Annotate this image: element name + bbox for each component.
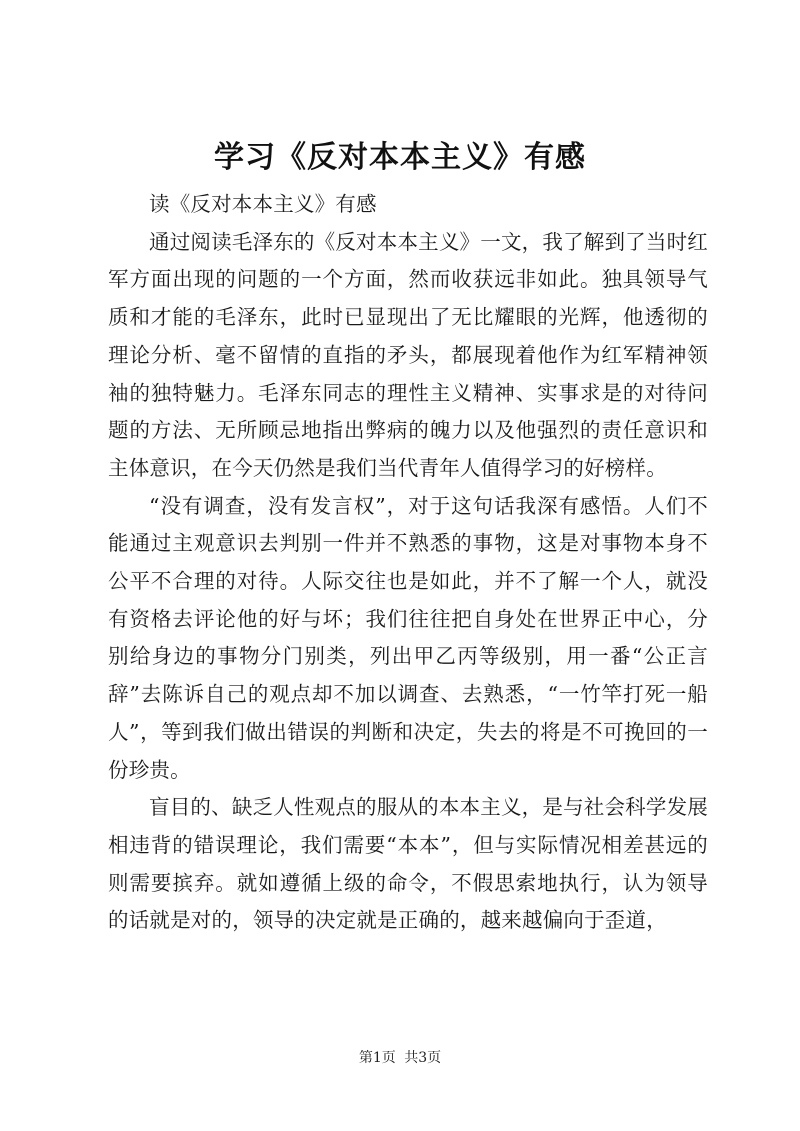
- document-subtitle: 读《反对本本主义》有感: [149, 192, 377, 216]
- page-number-footer: 第1页 共3页: [358, 1050, 442, 1066]
- document-body: [108, 186, 708, 940]
- paragraph-1: 通过阅读毛泽东的《反对本本主义》一文，我了解到了当时红军方面出现的问题的一个方面，然而收获远非如此。独具领导气质和才能的毛泽东，此时已显现出了无比耀眼的光辉，他透彻的理论分析、毫不留情的直指的矛头，都展现着他作为红军精神领袖的独特魅力。毛泽东同志的理性主义精神、实事求是的对待问题的方法、无所顾忌地指出弊病的魄力以及他强烈的责任意识和主体意识，在今天仍然是我们当代青年人值得学习的好榜样。: [108, 229, 708, 480]
- paragraph-3: 盲目的、缺乏人性观点的服从的本本主义，是与社会科学发展相违背的错误理论，我们需要“本本”，但与实际情况相差甚远的则需要摈弃。就如遵循上级的命令，不假思索地执行，认为领导的话就是对的，领导的决定就是正确的，越来越偏向于歪道，: [108, 795, 708, 933]
- paragraph-2: “没有调查，没有发言权”，对于这句话我深有感悟。人们不能通过主观意识去判别一件并不熟悉的事物，这是对事物本身不公平不合理的对待。人际交往也是如此，并不了解一个人，就没有资格去评论他的好与坏；我们往往把自身处在世界正中心，分别给身边的事物分门别类，列出甲乙丙等级别，用一番“公正言辞”去陈诉自己的观点却不加以调查、去熟悉，“一竹竿打死一船人”，等到我们做出错误的判断和决定，失去的将是不可挽回的一份珍贵。: [108, 493, 708, 782]
- document-title: 学习《反对本本主义》有感: [214, 140, 586, 175]
